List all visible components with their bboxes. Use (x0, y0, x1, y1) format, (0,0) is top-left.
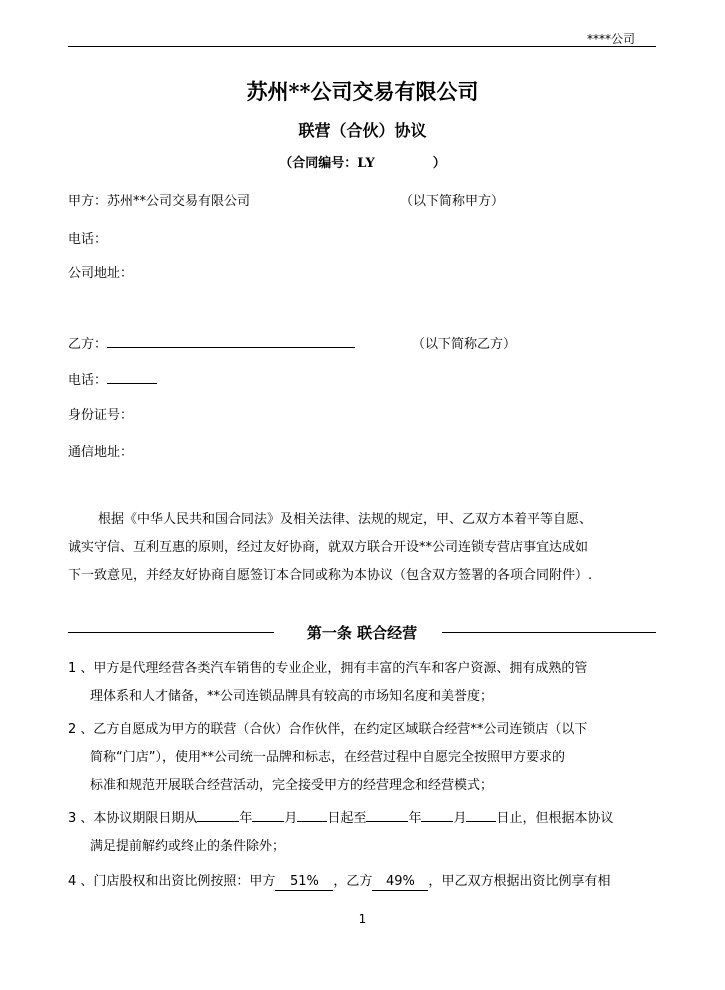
preamble (68, 506, 666, 590)
clause-line: 标准和规范开展联合经营活动，完全接受甲方的经营理念和经营模式； (90, 778, 494, 793)
party-a-address-label: 公司地址： (68, 266, 134, 281)
contract-number-code: LY (357, 156, 375, 171)
party-b-phone-line (68, 369, 157, 388)
party-a-phone-label: 电话： (68, 232, 108, 247)
document-title: 苏州**公司交易有限公司 (246, 79, 479, 104)
start-day-blank (297, 821, 327, 822)
clause-3-line-1 (68, 805, 666, 833)
party-b-label: 乙方： (68, 337, 108, 352)
party-b-id-label: 身份证号： (68, 408, 134, 423)
clause-4 (68, 868, 666, 896)
party-b-line (68, 333, 355, 352)
preamble-line: 根据《中华人民共和国合同法》及相关法律、法规的规定，甲、乙双方本着平等自愿、 (98, 512, 593, 527)
clause-line: 简称“门店”），使用**公司统一品牌和标志，在经营过程中自愿完全按照甲方要求的 (90, 750, 565, 765)
contract-number (0, 152, 725, 171)
clause-2 (68, 716, 666, 800)
clause-line: 2 、乙方自愿成为甲方的联营（合伙）合作伙伴，在约定区域联合经营**公司连锁店（以下 (68, 722, 588, 737)
clause-line: 满足提前解约或终止的条件除外； (90, 839, 286, 854)
end-year-blank (366, 821, 408, 822)
contract-number-prefix: （合同编号： (279, 156, 358, 171)
party-b-name-blank (107, 333, 355, 348)
clause-4-line-1 (68, 868, 666, 896)
party-b-phone-label: 电话： (68, 373, 108, 388)
clause-3 (68, 805, 666, 861)
start-year-blank (197, 821, 239, 822)
header-company: ****公司 (586, 32, 635, 46)
party-a-abbr: （以下简称甲方） (400, 194, 505, 209)
year-label: 年 (408, 811, 422, 826)
party-b-share-label: ，乙方 (333, 874, 373, 889)
party-a-label: 甲方： (68, 194, 108, 209)
preamble-line: 下一致意见，并经友好协商自愿签订本合同或称为本协议（包含双方签署的各项合同附件）. (68, 568, 593, 583)
header-divider (68, 46, 656, 47)
end-month-blank (421, 821, 453, 822)
party-b-abbr: （以下简称乙方） (412, 337, 517, 352)
month-label: 月 (284, 811, 298, 826)
contract-number-suffix: ） (432, 156, 446, 171)
from-label: 日起至 (327, 811, 367, 826)
end-day-blank (466, 821, 496, 822)
section-1-heading (68, 620, 656, 644)
party-b-phone-blank (107, 369, 157, 384)
clause-4-rest: 甲乙双方根据出资比例享有相 (441, 874, 611, 889)
party-a-line (68, 190, 250, 209)
year-label: 年 (239, 811, 253, 826)
clause-3-prefix: 3 、本协议期限日期从 (68, 811, 198, 826)
preamble-line: 诚实守信、互利互惠的原则，经过友好协商，就双方联合开设**公司连锁专营店事宜达成如 (68, 540, 589, 555)
until-label: 日止，但根据本协议 (496, 811, 614, 826)
clause-line: 1 、甲方是代理经营各类汽车销售的专业企业，拥有丰富的汽车和客户资源、拥有成熟的管 (68, 661, 588, 676)
separator: ， (428, 874, 442, 889)
party-b-share: 49% (372, 874, 428, 891)
start-month-blank (252, 821, 284, 822)
party-b-address-label: 通信地址： (68, 445, 134, 460)
section-1-title: 第一条 联合经营 (306, 624, 418, 642)
clause-1 (68, 655, 666, 711)
section-rule-right (442, 632, 656, 633)
party-a-share: 51% (275, 874, 333, 891)
clause-line: 理体系和人才储备，**公司连锁品牌具有较高的市场知名度和美誉度； (90, 689, 494, 704)
document-subtitle: 联营（合伙）协议 (298, 121, 427, 140)
page-number: 1 (358, 912, 367, 926)
month-label: 月 (453, 811, 467, 826)
clause-4-prefix: 4 、门店股权和出资比例按照：甲方 (68, 874, 276, 889)
party-a-name: 苏州**公司交易有限公司 (107, 194, 251, 209)
